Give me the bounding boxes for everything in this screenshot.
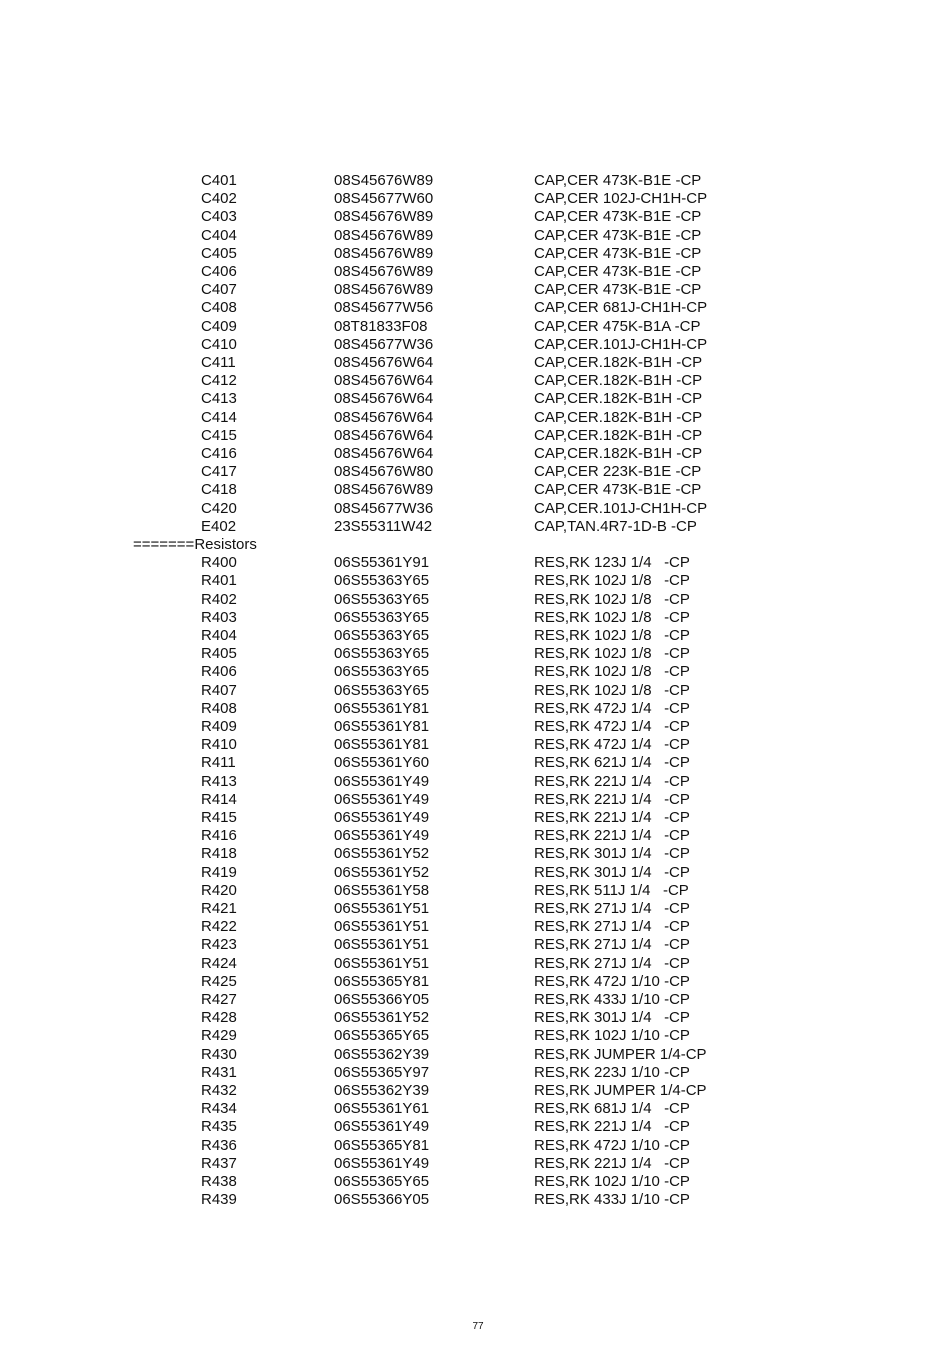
part-description: RES,RK 271J 1/4 -CP <box>534 918 690 936</box>
table-row <box>0 554 950 572</box>
table-row <box>0 208 950 226</box>
part-description: CAP,CER 473K-B1E -CP <box>534 226 702 244</box>
reference-designator: C411 <box>201 354 236 371</box>
reference-designator: C420 <box>201 499 237 517</box>
table-row <box>0 700 950 718</box>
table-row <box>0 190 950 208</box>
part-number: 06S55365Y65 <box>334 1027 430 1045</box>
reference-designator: R435 <box>201 1118 237 1136</box>
part-number: 06S55361Y81 <box>334 718 430 735</box>
reference-designator: R436 <box>201 1136 237 1154</box>
part-number: 08T81833F08 <box>334 317 428 335</box>
part-description: RES,RK 301J 1/4 -CP <box>534 863 690 881</box>
table-row <box>0 827 950 845</box>
part-description: RES,RK 681J 1/4 -CP <box>534 1100 690 1118</box>
part-number: 06S55363Y65 <box>334 663 430 681</box>
part-description: RES,RK 433J 1/10 -CP <box>534 991 690 1008</box>
table-row <box>0 773 950 791</box>
part-number: 08S45676W89 <box>334 263 434 280</box>
part-description: CAP,CER.182K-B1H -CP <box>534 426 703 444</box>
part-number: 06S55365Y81 <box>334 972 430 990</box>
part-number: 08S45676W64 <box>334 445 434 462</box>
table-row <box>0 1027 950 1045</box>
reference-designator: E402 <box>201 517 237 535</box>
reference-designator: R434 <box>201 1100 237 1118</box>
reference-designator: R416 <box>201 827 237 845</box>
reference-designator: C414 <box>201 408 237 426</box>
table-row <box>0 936 950 954</box>
reference-designator: R411 <box>201 754 236 772</box>
part-description: RES,RK 102J 1/8 -CP <box>534 608 690 626</box>
table-row <box>0 663 950 681</box>
part-number: 08S45676W89 <box>334 226 434 244</box>
table-row <box>0 736 950 754</box>
reference-designator: C408 <box>201 299 237 317</box>
part-number: 06S55361Y61 <box>334 1100 430 1118</box>
table-row <box>0 645 950 663</box>
reference-designator: R421 <box>201 900 237 917</box>
part-description: CAP,CER.101J-CH1H-CP <box>534 335 708 353</box>
part-description: RES,RK 221J 1/4 -CP <box>534 772 690 790</box>
table-row <box>0 245 950 263</box>
part-description: RES,RK 221J 1/4 -CP <box>534 1154 690 1172</box>
table-row <box>0 500 950 518</box>
part-description: CAP,CER.182K-B1H -CP <box>534 445 703 462</box>
table-row <box>0 718 950 736</box>
part-number: 06S55361Y49 <box>334 772 430 790</box>
reference-designator: R432 <box>201 1082 237 1099</box>
part-description: RES,RK 472J 1/4 -CP <box>534 699 690 717</box>
reference-designator: C417 <box>201 463 237 481</box>
part-description: RES,RK 511J 1/4 -CP <box>534 881 689 899</box>
part-description: RES,RK JUMPER 1/4-CP <box>534 1082 707 1099</box>
part-number: 08S45676W89 <box>334 172 434 189</box>
reference-designator: R420 <box>201 881 237 899</box>
reference-designator: C410 <box>201 335 237 353</box>
part-number: 06S55365Y65 <box>334 1173 430 1190</box>
part-number: 06S55361Y49 <box>334 790 430 808</box>
table-row <box>0 227 950 245</box>
table-row <box>0 427 950 445</box>
table-row <box>0 336 950 354</box>
page-number: 77 <box>472 1321 484 1332</box>
part-number: 06S55363Y65 <box>334 590 430 608</box>
part-description: RES,RK 221J 1/4 -CP <box>534 809 690 826</box>
part-number: 06S55361Y52 <box>334 1009 430 1027</box>
reference-designator: C416 <box>201 445 237 462</box>
reference-designator: R410 <box>201 736 237 754</box>
reference-designator: C406 <box>201 263 237 280</box>
part-description: RES,RK 472J 1/4 -CP <box>534 736 690 754</box>
reference-designator: C404 <box>201 226 237 244</box>
part-description: RES,RK 102J 1/10 -CP <box>534 1027 690 1045</box>
part-number: 06S55366Y05 <box>334 1191 430 1209</box>
reference-designator: C412 <box>201 372 237 390</box>
part-description: RES,RK 271J 1/4 -CP <box>534 954 690 972</box>
reference-designator: R409 <box>201 718 237 735</box>
reference-designator: R438 <box>201 1173 237 1190</box>
reference-designator: C405 <box>201 244 237 262</box>
part-number: 06S55361Y51 <box>334 954 430 972</box>
reference-designator: R430 <box>201 1045 237 1063</box>
reference-designator: R428 <box>201 1009 237 1027</box>
reference-designator: R431 <box>201 1063 237 1081</box>
part-number: 06S55363Y65 <box>334 608 430 626</box>
part-description: RES,RK 223J 1/10 -CP <box>534 1063 690 1081</box>
part-description: RES,RK 221J 1/4 -CP <box>534 790 690 808</box>
part-number: 08S45676W64 <box>334 390 434 408</box>
part-description: RES,RK 102J 1/8 -CP <box>534 627 690 644</box>
table-row <box>0 372 950 390</box>
table-row <box>0 955 950 973</box>
part-description: RES,RK 472J 1/4 -CP <box>534 718 690 735</box>
part-description: RES,RK 102J 1/8 -CP <box>534 590 690 608</box>
part-description: RES,RK JUMPER 1/4-CP <box>534 1045 707 1063</box>
table-row <box>0 591 950 609</box>
reference-designator: C415 <box>201 426 237 444</box>
table-row <box>0 409 950 427</box>
part-number: 08S45677W36 <box>334 499 434 517</box>
part-number: 08S45677W60 <box>334 190 434 208</box>
section-label: =======Resistors <box>133 536 257 553</box>
reference-designator: R413 <box>201 772 237 790</box>
reference-designator: R429 <box>201 1027 237 1045</box>
reference-designator: R401 <box>201 572 237 590</box>
part-number: 06S55361Y91 <box>334 554 430 572</box>
section-header-row <box>0 536 950 554</box>
part-description: CAP,CER 473K-B1E -CP <box>534 481 702 499</box>
part-number: 06S55363Y65 <box>334 627 430 644</box>
reference-designator: C413 <box>201 390 237 408</box>
part-description: RES,RK 271J 1/4 -CP <box>534 900 690 917</box>
table-row <box>0 263 950 281</box>
part-number: 08S45676W89 <box>334 244 434 262</box>
part-description: RES,RK 433J 1/10 -CP <box>534 1191 690 1209</box>
part-description: RES,RK 301J 1/4 -CP <box>534 1009 690 1027</box>
part-description: CAP,TAN.4R7-1D-B -CP <box>534 517 697 535</box>
reference-designator: C407 <box>201 281 237 299</box>
table-row <box>0 1118 950 1136</box>
part-description: RES,RK 221J 1/4 -CP <box>534 827 690 845</box>
reference-designator: R419 <box>201 863 237 881</box>
part-number: 06S55361Y51 <box>334 900 430 917</box>
reference-designator: C418 <box>201 481 237 499</box>
part-number: 06S55365Y97 <box>334 1063 430 1081</box>
table-row <box>0 1046 950 1064</box>
table-row <box>0 1100 950 1118</box>
reference-designator: R407 <box>201 681 237 699</box>
table-row <box>0 973 950 991</box>
part-description: CAP,CER 473K-B1E -CP <box>534 281 702 299</box>
part-number: 06S55361Y52 <box>334 863 430 881</box>
table-row <box>0 1082 950 1100</box>
part-number: 06S55361Y49 <box>334 1118 430 1136</box>
table-row <box>0 754 950 772</box>
part-description: RES,RK 102J 1/8 -CP <box>534 572 690 590</box>
reference-designator: C401 <box>201 172 237 189</box>
reference-designator: R402 <box>201 590 237 608</box>
part-description: CAP,CER.182K-B1H -CP <box>534 390 703 408</box>
table-row <box>0 572 950 590</box>
part-number: 08S45677W36 <box>334 335 434 353</box>
part-description: CAP,CER.182K-B1H -CP <box>534 354 703 371</box>
reference-designator: C403 <box>201 208 237 226</box>
part-description: CAP,CER 473K-B1E -CP <box>534 172 702 189</box>
reference-designator: R406 <box>201 663 237 681</box>
part-number: 08S45676W89 <box>334 208 434 226</box>
part-description: CAP,CER 473K-B1E -CP <box>534 244 702 262</box>
part-number: 06S55362Y39 <box>334 1045 430 1063</box>
table-row <box>0 1155 950 1173</box>
part-description: CAP,CER 475K-B1A -CP <box>534 317 701 335</box>
part-number: 06S55361Y81 <box>334 736 430 754</box>
reference-designator: R408 <box>201 699 237 717</box>
table-row <box>0 318 950 336</box>
table-row <box>0 609 950 627</box>
table-row <box>0 1191 950 1209</box>
part-number: 08S45676W80 <box>334 463 434 481</box>
reference-designator: R424 <box>201 954 237 972</box>
reference-designator: R415 <box>201 809 237 826</box>
reference-designator: R418 <box>201 845 237 863</box>
reference-designator: C409 <box>201 317 237 335</box>
table-row <box>0 791 950 809</box>
part-description: RES,RK 102J 1/8 -CP <box>534 663 690 681</box>
reference-designator: R405 <box>201 645 237 663</box>
reference-designator: R403 <box>201 608 237 626</box>
part-description: CAP,CER.101J-CH1H-CP <box>534 499 708 517</box>
part-number: 06S55362Y39 <box>334 1082 430 1099</box>
reference-designator: R423 <box>201 936 237 954</box>
table-row <box>0 1137 950 1155</box>
table-row <box>0 1173 950 1191</box>
table-row <box>0 627 950 645</box>
part-description: RES,RK 472J 1/10 -CP <box>534 1136 690 1154</box>
part-number: 06S55361Y51 <box>334 918 430 936</box>
part-number: 06S55366Y05 <box>334 991 430 1008</box>
part-number: 06S55363Y65 <box>334 645 430 663</box>
part-number: 06S55361Y49 <box>334 827 430 845</box>
part-number: 06S55361Y81 <box>334 699 430 717</box>
part-description: RES,RK 102J 1/10 -CP <box>534 1173 690 1190</box>
part-description: CAP,CER 473K-B1E -CP <box>534 263 702 280</box>
table-row <box>0 991 950 1009</box>
table-row <box>0 354 950 372</box>
part-number: 06S55365Y81 <box>334 1136 430 1154</box>
reference-designator: R404 <box>201 627 237 644</box>
part-number: 08S45677W56 <box>334 299 434 317</box>
table-row <box>0 1064 950 1082</box>
part-description: RES,RK 621J 1/4 -CP <box>534 754 690 772</box>
table-row <box>0 864 950 882</box>
part-number: 06S55363Y65 <box>334 681 430 699</box>
table-row <box>0 882 950 900</box>
reference-designator: R437 <box>201 1154 237 1172</box>
reference-designator: C402 <box>201 190 237 208</box>
table-row <box>0 918 950 936</box>
table-row <box>0 481 950 499</box>
part-description: RES,RK 123J 1/4 -CP <box>534 554 690 572</box>
part-description: RES,RK 472J 1/10 -CP <box>534 972 690 990</box>
table-row <box>0 281 950 299</box>
part-description: CAP,CER 223K-B1E -CP <box>534 463 702 481</box>
part-number: 06S55361Y58 <box>334 881 430 899</box>
part-number: 08S45676W89 <box>334 281 434 299</box>
table-row <box>0 845 950 863</box>
part-description: CAP,CER.182K-B1H -CP <box>534 372 703 390</box>
part-description: RES,RK 221J 1/4 -CP <box>534 1118 690 1136</box>
table-row <box>0 682 950 700</box>
part-number: 08S45676W64 <box>334 426 434 444</box>
table-row <box>0 445 950 463</box>
reference-designator: R422 <box>201 918 237 936</box>
table-row <box>0 518 950 536</box>
table-row <box>0 299 950 317</box>
part-description: RES,RK 271J 1/4 -CP <box>534 936 690 954</box>
table-row <box>0 172 950 190</box>
part-number: 08S45676W64 <box>334 354 434 371</box>
part-number: 06S55361Y60 <box>334 754 430 772</box>
reference-designator: R400 <box>201 554 237 572</box>
part-number: 08S45676W64 <box>334 408 434 426</box>
part-number: 23S55311W42 <box>334 517 433 535</box>
reference-designator: R425 <box>201 972 237 990</box>
part-description: CAP,CER 681J-CH1H-CP <box>534 299 708 317</box>
part-description: RES,RK 301J 1/4 -CP <box>534 845 690 863</box>
table-row <box>0 900 950 918</box>
part-description: RES,RK 102J 1/8 -CP <box>534 645 690 663</box>
part-number: 08S45676W64 <box>334 372 434 390</box>
reference-designator: R414 <box>201 790 237 808</box>
part-number: 08S45676W89 <box>334 481 434 499</box>
part-description: CAP,CER 102J-CH1H-CP <box>534 190 708 208</box>
part-number: 06S55363Y65 <box>334 572 430 590</box>
part-number: 06S55361Y52 <box>334 845 430 863</box>
table-row <box>0 809 950 827</box>
part-description: RES,RK 102J 1/8 -CP <box>534 681 690 699</box>
reference-designator: R439 <box>201 1191 237 1209</box>
table-row <box>0 463 950 481</box>
part-description: CAP,CER 473K-B1E -CP <box>534 208 702 226</box>
table-row <box>0 390 950 408</box>
part-number: 06S55361Y49 <box>334 809 430 826</box>
table-row <box>0 1009 950 1027</box>
reference-designator: R427 <box>201 991 237 1008</box>
part-description: CAP,CER.182K-B1H -CP <box>534 408 703 426</box>
part-number: 06S55361Y49 <box>334 1154 430 1172</box>
part-number: 06S55361Y51 <box>334 936 430 954</box>
